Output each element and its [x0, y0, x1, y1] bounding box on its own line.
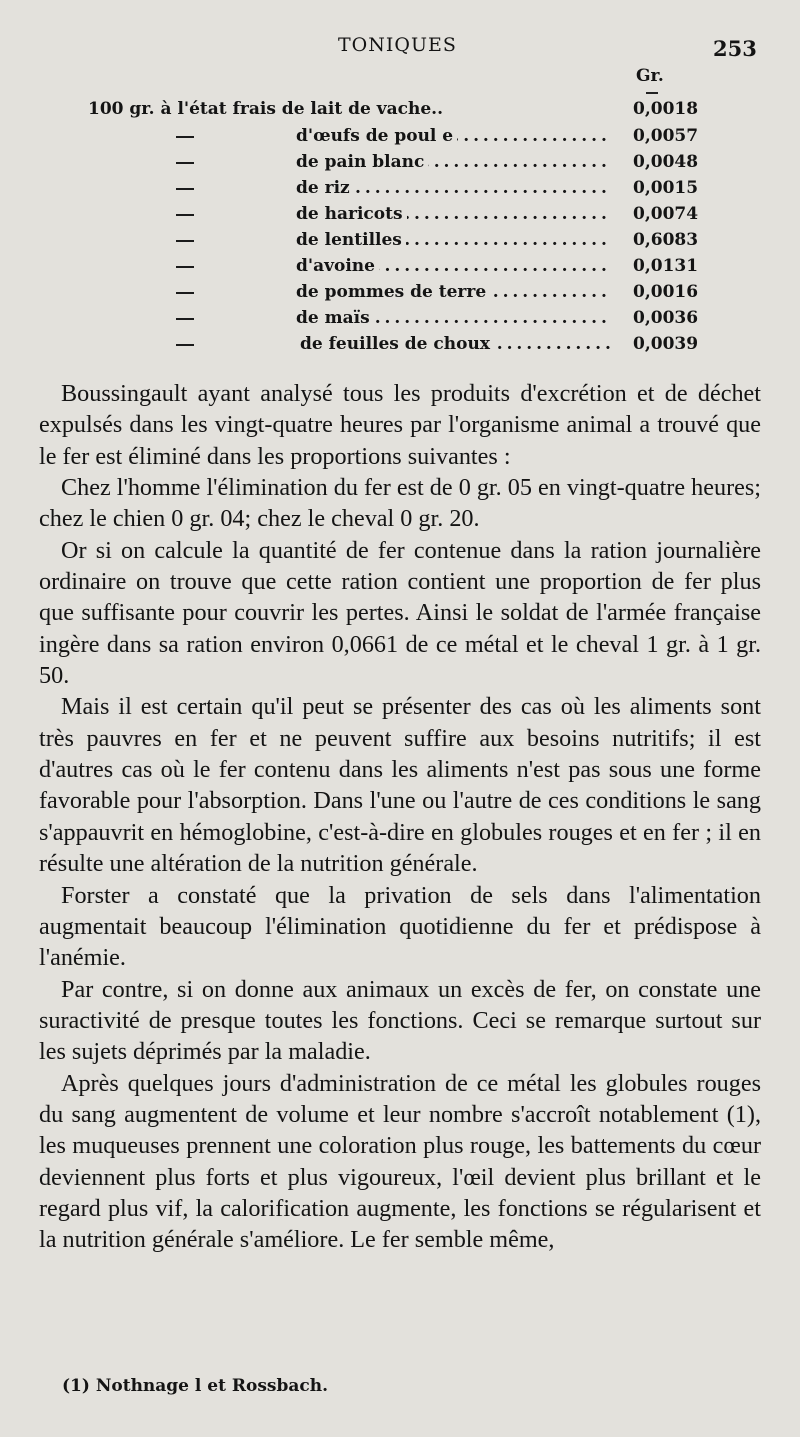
- ditto-dash: [176, 136, 194, 138]
- table-row-value: 0,6083: [633, 230, 699, 250]
- table-row-value: 0,0048: [633, 152, 699, 172]
- table-row-value: 0,0016: [633, 282, 699, 302]
- table-row-value: 0,0057: [633, 126, 699, 146]
- table-row: [0, 227, 800, 253]
- table-row-value: 0,0074: [633, 204, 699, 224]
- paragraph: Mais il est certain qu'il peut se présenter des cas où les aliments sont très pauvres en fer et ne peuvent suffire aux besoins nutritifs; il est d'autres cas où le fer contenu dans les aliments n'est pas sous une forme favorable pour l'absorption. Dans l'une ou l'autre de ces conditions le sang s'appauvrit en hémoglobine, c'est-à-dire en globules rouges et en fer ; il en résulte une altération de la nutrition générale.: [39, 693, 761, 878]
- table-row-value: 0,0015: [633, 178, 699, 198]
- ditto-dash: [176, 266, 194, 268]
- body-text: [39, 378, 761, 1256]
- ditto-dash: [176, 162, 194, 164]
- table-row: [0, 253, 800, 279]
- table-row-value: 0,0018: [633, 99, 699, 119]
- table-row-food: d'avoine . . .: [296, 253, 612, 279]
- paragraph: Par contre, si on donne aux animaux un excès de fer, on constate une suractivité de presque toutes les fonctions. Ceci se remarque surtout sur les sujets déprimés par la maladie.: [39, 975, 761, 1066]
- paragraph: Or si on calcule la quantité de fer contenue dans la ration journalière ordinaire on trouve que cette ration contient une proportion de fer plus que suffisante pour couvrir les pertes. Ainsi le soldat de l'armée française ingère dans sa ration environ 0,0661 de ce métal et le cheval 1 gr. à 1 gr. 50.: [39, 536, 761, 690]
- table-row-value: 0,0039: [633, 334, 699, 354]
- unit-header: Gr.: [636, 66, 664, 86]
- ditto-dash: [176, 240, 194, 242]
- ditto-dash: [176, 188, 194, 190]
- table-row-value: 0,0131: [633, 256, 699, 276]
- paragraph: Après quelques jours d'administration de ce métal les globules rouges du sang augmentent de volume et leur nombre s'accroît notablement (1), les muqueuses prennent une coloration plus rouge, les battements du cœur deviennent plus forts et plus vigoureux, l'œil devient plus brillant et le regard plus vif, la calorification augmente, les fonctions se régularisent et la nutrition générale s'améliore. Le fer semble même,: [39, 1069, 761, 1254]
- table-row: [0, 175, 800, 201]
- table-row: [0, 305, 800, 331]
- table-row-food: de pommes de terre . . .: [296, 279, 612, 305]
- paragraph: Boussingault ayant analysé tous les produits d'excrétion et de déchet expulsés dans les vingt-quatre heures par l'organisme animal a trouvé que le fer est éliminé dans les proportions suivantes :: [39, 380, 761, 470]
- table-row-value: 0,0036: [633, 308, 699, 328]
- table-row-food: de feuilles de choux . . .: [300, 331, 616, 357]
- ditto-dash: [176, 214, 194, 216]
- running-head: [0, 30, 800, 60]
- ditto-dash: [176, 292, 194, 294]
- ditto-dash: [176, 318, 194, 320]
- table-row: [0, 331, 800, 357]
- table-row: [0, 279, 800, 305]
- footnote: (1) Nothnage l et Rossbach.: [62, 1376, 329, 1396]
- table-row-food: de maïs . . .: [296, 305, 612, 331]
- table-row-food: d'œufs de poul e . . .: [296, 123, 612, 149]
- running-title: TONIQUES: [338, 34, 457, 56]
- table-row: [0, 96, 800, 122]
- paragraph: Chez l'homme l'élimination du fer est de 0 gr. 05 en vingt-quatre heures; chez le chien 0 gr. 04; chez le cheval 0 gr. 20.: [39, 474, 761, 533]
- table-row: [0, 149, 800, 175]
- table-row-food: de lentilles . . .: [296, 227, 612, 253]
- table-row-food: de pain blanc . . .: [296, 149, 612, 175]
- table-row-food: de riz . . .: [296, 175, 612, 201]
- page-number: 253: [713, 36, 757, 61]
- table-row-food: de haricots . . .: [296, 201, 612, 227]
- table-row-prefix: 100 gr. à l'état frais de lait de vache..: [88, 99, 444, 119]
- paragraph: Forster a constaté que la privation de sels dans l'alimentation augmentait beaucoup l'élimination quotidienne du fer et prédispose à l'anémie.: [39, 881, 761, 972]
- ditto-dash: [176, 344, 194, 346]
- unit-rule: [646, 92, 658, 94]
- table-row: [0, 123, 800, 149]
- table-row: [0, 201, 800, 227]
